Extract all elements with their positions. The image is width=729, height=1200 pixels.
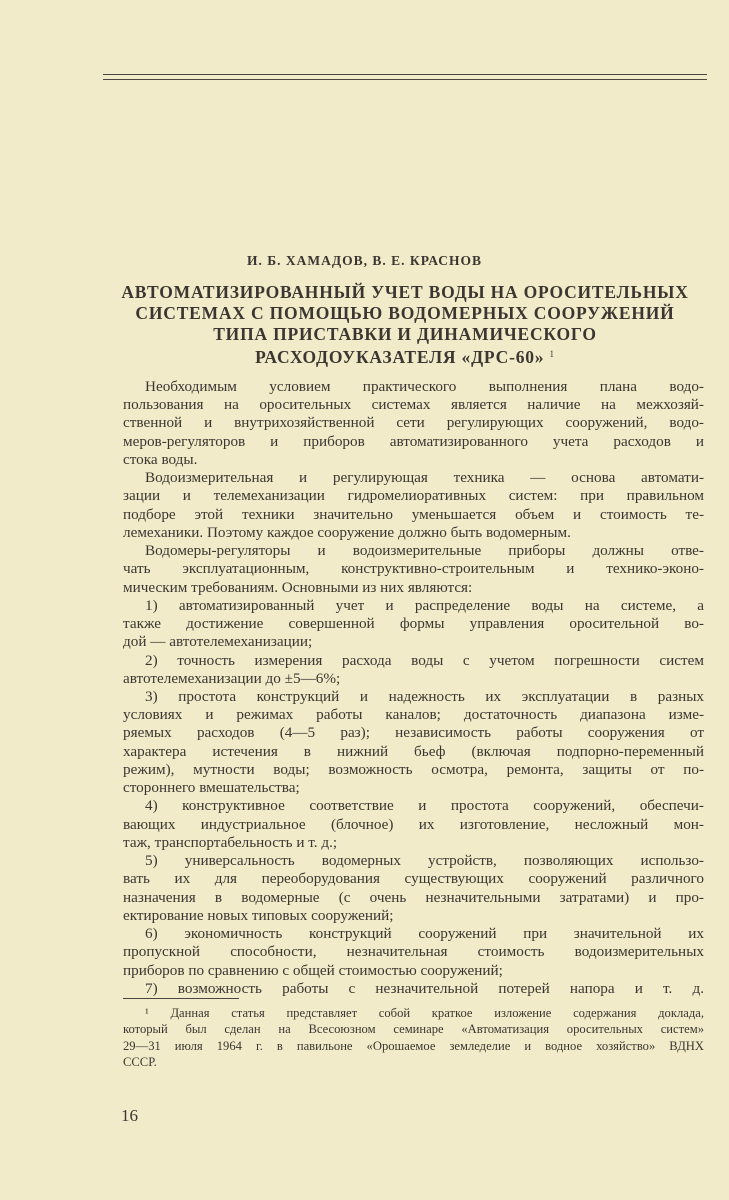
- title-line-text: РАСХОДОУКАЗАТЕЛЯ «ДРС-60»: [255, 347, 545, 368]
- text-line: пропускной способности, незначительная стоимость водоизмерительных: [123, 943, 704, 961]
- text-line: меров-регуляторов и приборов автоматизированного учета расходов и: [123, 432, 704, 450]
- text-line: 4) конструктивное соответствие и простота сооружений, обеспечи-: [145, 797, 704, 815]
- text-line: 3) простота конструкций и надежность их эксплуатации в разных: [145, 687, 704, 705]
- text-line: ектирование новых типовых сооружений;: [123, 906, 394, 924]
- text-line: чать эксплуатационным, конструктивно-строительным и технико-эконо-: [123, 560, 704, 578]
- text-line: 1) автоматизированный учет и распределение воды на системе, а: [145, 596, 704, 614]
- footnote-line: который был сделан на Всесоюзном семинаре «Автоматизация оросительных систем»: [123, 1022, 704, 1037]
- text-line: Необходимым условием практического выполнения плана водо-: [145, 378, 704, 395]
- title-line: ТИПА ПРИСТАВКИ И ДИНАМИЧЕСКОГО: [213, 323, 597, 344]
- footnote-line: СССР.: [123, 1054, 157, 1069]
- text-line: таж, транспортабельность и т. д.;: [123, 833, 338, 851]
- text-line: также достижение совершенной формы управления оросительной во-: [123, 615, 704, 633]
- title-line: [100, 344, 710, 368]
- text-line: зации и телемеханизации гидромелиоративных систем: при правильном: [123, 487, 704, 505]
- text-line: подборе этой техники значительно уменьшается объем и стоимость те-: [123, 505, 704, 523]
- footnote: [123, 1005, 704, 1070]
- text-line: автотелемеханизации до ±5—6%;: [123, 669, 341, 687]
- text-line: стока воды.: [123, 450, 198, 468]
- footnote-line: ¹ Данная статья представляет собой краткое изложение содержания доклада,: [145, 1006, 704, 1020]
- top-rule-1: [103, 74, 707, 75]
- text-line: ряемых расходов (4—5 раз); независимость работы сооружения от: [123, 724, 704, 742]
- text-line: вающих индустриальное (блочное) их изготовление, несложный мон-: [123, 815, 704, 833]
- title-line: СИСТЕМАХ С ПОМОЩЬЮ ВОДОМЕРНЫХ СООРУЖЕНИЙ: [135, 302, 675, 323]
- page-number: 16: [121, 1106, 138, 1125]
- text-line: стороннего вмешательства;: [123, 779, 300, 797]
- text-line: назначения в водомерные (с очень незначительными затратами) и про-: [123, 888, 704, 906]
- text-line: вать их для переоборудования существующих сооружений различного: [123, 870, 704, 888]
- text-line: 6) экономичность конструкций сооружений при значительной их: [145, 925, 704, 943]
- text-line: 7) возможность работы с незначительной потерей напора и т. д.: [145, 979, 704, 997]
- top-rule-2: [103, 79, 707, 80]
- authors: И. Б. ХАМАДОВ, В. Е. КРАСНОВ: [246, 253, 483, 268]
- text-line: 2) точность измерения расхода воды с учетом погрешности систем: [145, 651, 704, 669]
- text-line: 5) универсальность водомерных устройств, позволяющих использо-: [145, 852, 704, 870]
- text-line: условиях и режимах работы каналов; достаточность диапазона изме-: [123, 706, 704, 724]
- text-line: характера истечения в нижний бьеф (включая подпорно-переменный: [123, 742, 704, 760]
- article-body: [123, 378, 704, 998]
- text-line: пользования на оросительных системах является наличие на межхозяй-: [123, 396, 704, 414]
- text-line: дой — автотелемеханизации;: [123, 633, 313, 651]
- text-line: режим), мутности воды; возможность осмотра, ремонта, защиты от по-: [123, 760, 704, 778]
- footnote-mark: 1: [549, 349, 555, 360]
- footnote-separator: [123, 998, 239, 999]
- footnote-line: 29—31 июля 1964 г. в павильоне «Орошаемое земледелие и водное хозяйство» ВДНХ: [123, 1038, 704, 1053]
- text-line: Водомеры-регуляторы и водоизмерительные приборы должны отве-: [145, 542, 704, 560]
- text-line: мическим требованиям. Основными из них являются:: [123, 578, 473, 596]
- article-title: [100, 282, 710, 368]
- text-line: лемеханики. Поэтому каждое сооружение должно быть водомерным.: [123, 523, 571, 541]
- title-line: АВТОМАТИЗИРОВАННЫЙ УЧЕТ ВОДЫ НА ОРОСИТЕЛЬНЫХ: [121, 282, 689, 302]
- text-line: ственной и внутрихозяйственной сети регулирующих сооружений, водо-: [123, 414, 704, 432]
- text-line: приборов по сравнению с общей стоимостью сооружений;: [123, 961, 503, 979]
- text-line: Водоизмерительная и регулирующая техника — основа автомати-: [145, 469, 704, 487]
